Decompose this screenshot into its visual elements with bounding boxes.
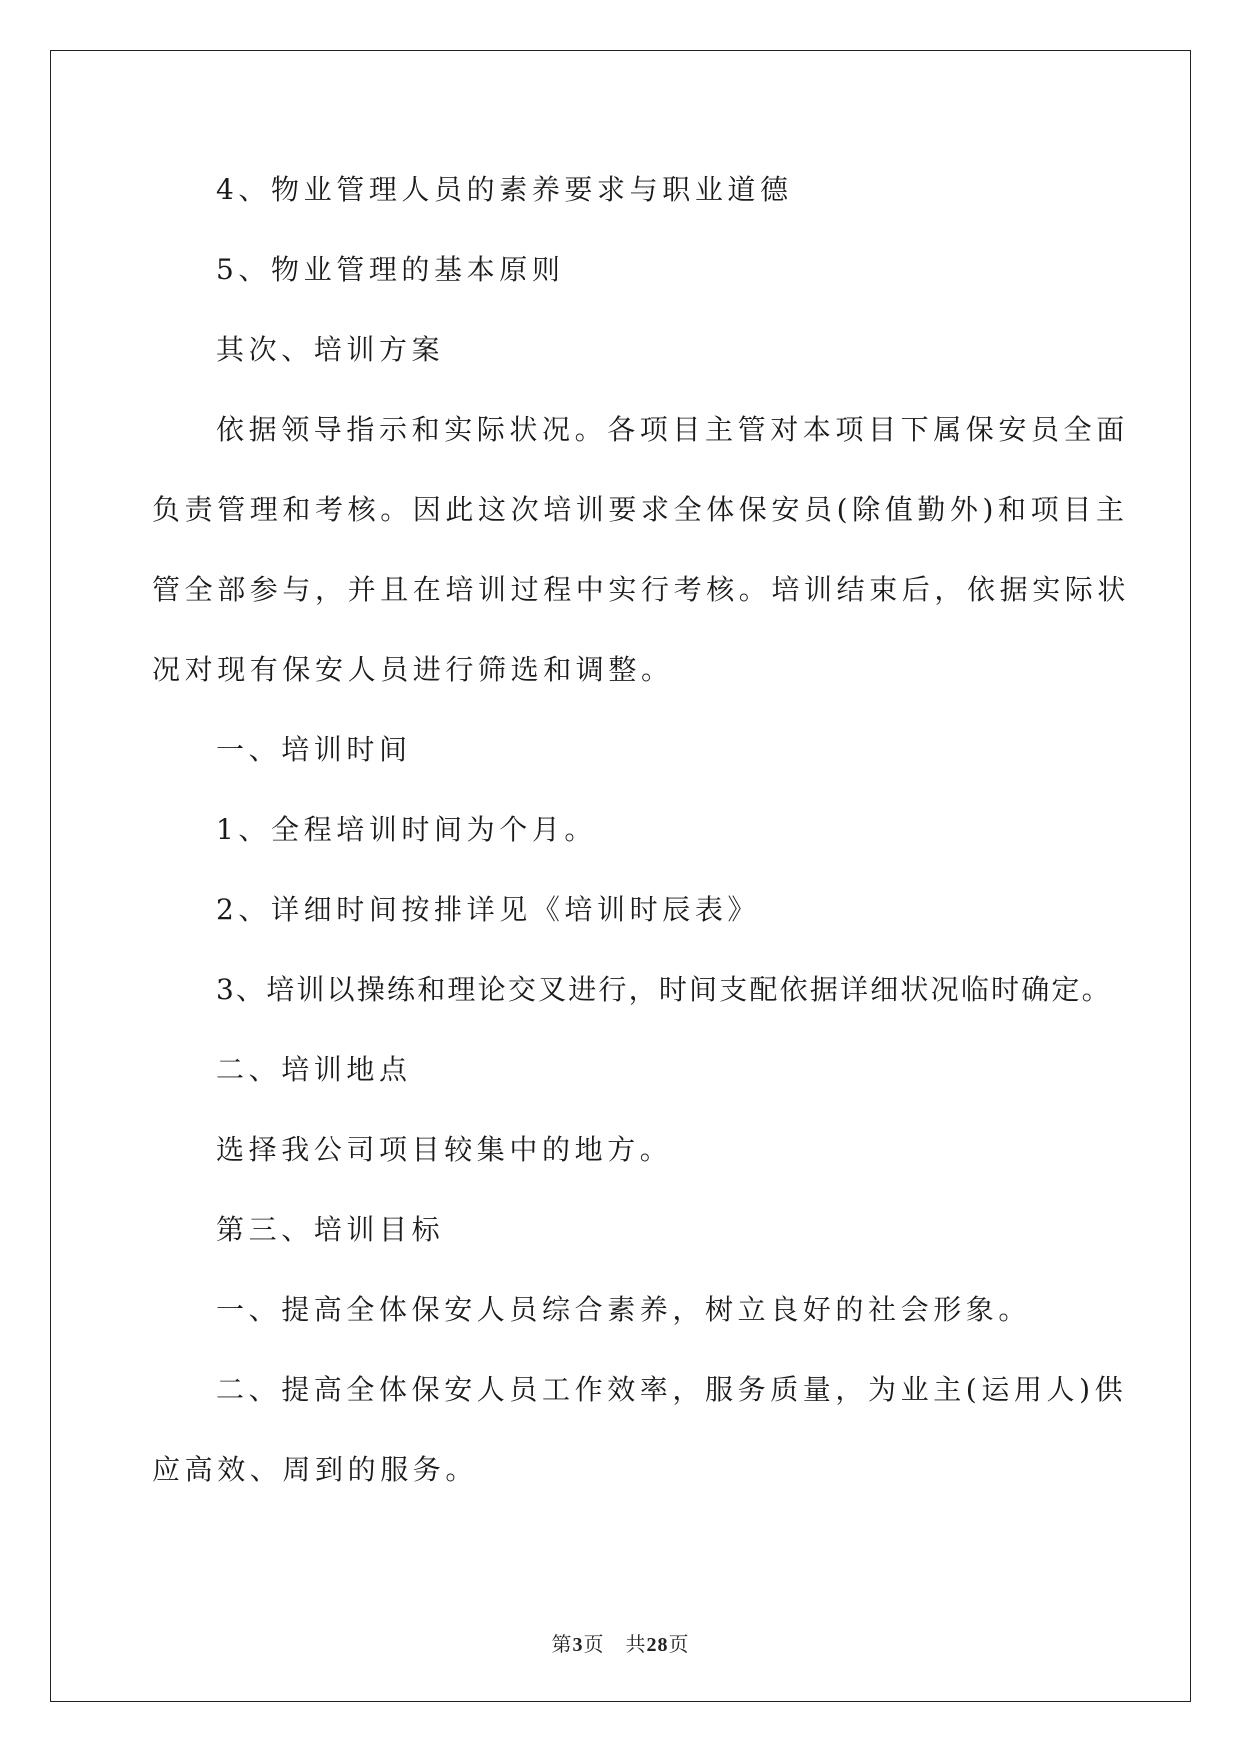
list-item: 1、全程培训时间为个月。 <box>216 813 598 846</box>
section-heading-training-plan: 其次、培训方案 <box>216 333 445 366</box>
paragraph-line: 管全部参与，并且在培训过程中实行考核。培训结束后，依据实际状 <box>152 573 1131 606</box>
section-heading-training-location: 二、培训地点 <box>216 1053 412 1086</box>
footer-prefix: 第 <box>551 1634 573 1656</box>
list-item: 一、提高全体保安人员综合素养，树立良好的社会形象。 <box>216 1293 1032 1326</box>
footer-suffix: 页 <box>668 1634 690 1656</box>
list-item: 2、详细时间按排详见《培训时辰表》 <box>216 893 761 926</box>
list-item-4: 4、物业管理人员的素养要求与职业道德 <box>216 173 793 206</box>
list-item-5: 5、物业管理的基本原则 <box>216 253 565 286</box>
page-footer <box>0 1628 1241 1657</box>
list-item: 3、培训以操练和理论交叉进行，时间支配依据详细状况临时确定。 <box>216 973 1112 1006</box>
section-heading-training-time: 一、培训时间 <box>216 733 412 766</box>
paragraph-line: 选择我公司项目较集中的地方。 <box>216 1133 673 1166</box>
paragraph-line: 况对现有保安人员进行筛选和调整。 <box>152 653 674 686</box>
paragraph-line: 负责管理和考核。因此这次培训要求全体保安员(除值勤外)和项目主 <box>152 493 1129 526</box>
footer-middle: 页 共 <box>583 1634 647 1656</box>
list-item: 二、提高全体保安人员工作效率，服务质量，为业主(运用人)供 <box>216 1373 1128 1406</box>
current-page-number: 3 <box>572 1634 584 1656</box>
total-page-number: 28 <box>646 1634 669 1656</box>
paragraph-line: 应高效、周到的服务。 <box>152 1453 479 1486</box>
paragraph-line: 依据领导指示和实际状况。各项目主管对本项目下属保安员全面 <box>216 413 1129 446</box>
section-heading-training-goals: 第三、培训目标 <box>216 1213 445 1246</box>
